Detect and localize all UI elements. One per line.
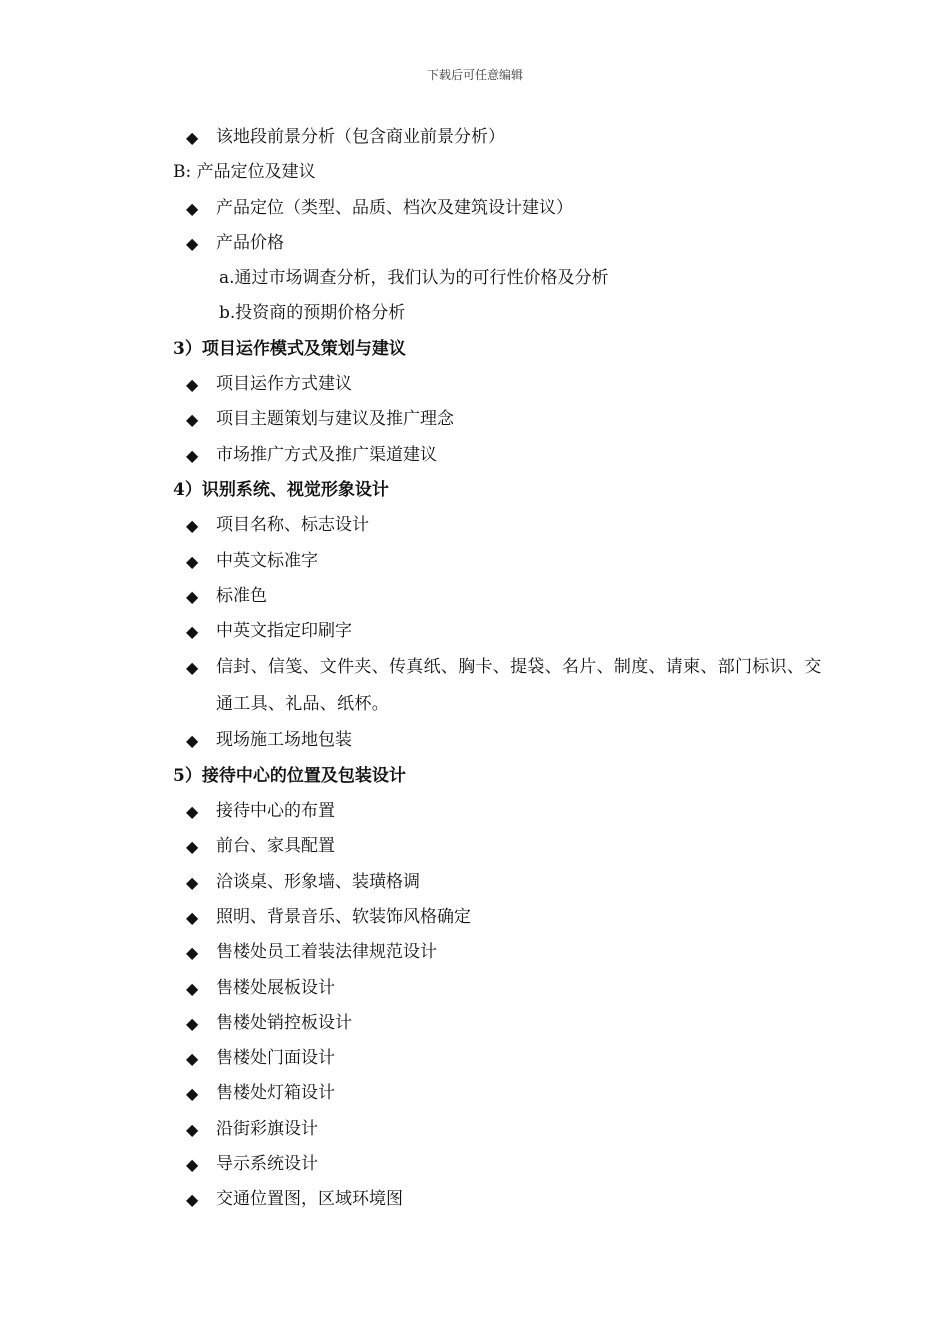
list-item-text: 该地段前景分析（包含商业前景分析） (216, 127, 505, 147)
section-heading: 4）识别系统、视觉形象设计 (173, 479, 389, 500)
list-item-text: 产品价格 (216, 232, 284, 253)
diamond-bullet-icon: ◆ (186, 586, 199, 606)
list-item (173, 1041, 853, 1076)
list-item-text: 交通位置图，区域环境图 (216, 1189, 403, 1210)
list-item-text: 中英文指定印刷字 (216, 621, 352, 642)
list-item (173, 508, 853, 543)
diamond-bullet-icon: ◆ (186, 658, 199, 678)
list-item-text: 市场推广方式及推广渠道建议 (216, 444, 437, 465)
list-item (173, 579, 853, 614)
section-heading: 5）接待中心的位置及包装设计 (173, 765, 406, 786)
list-item-text: 售楼处展板设计 (216, 977, 335, 998)
list-item-text: 接待中心的布置 (216, 801, 335, 822)
list-item-text: 项目主题策划与建议及推广理念 (216, 409, 454, 430)
diamond-bullet-icon: ◆ (186, 837, 199, 857)
list-item (173, 1182, 853, 1217)
list-item (173, 226, 853, 261)
diamond-bullet-icon: ◆ (186, 1049, 199, 1069)
diamond-bullet-icon: ◆ (186, 233, 199, 253)
list-item (173, 900, 853, 935)
list-item (173, 191, 853, 226)
list-item (173, 402, 853, 437)
list-item (173, 971, 853, 1006)
diamond-bullet-icon: ◆ (186, 731, 199, 751)
list-item (173, 1147, 853, 1182)
list-item-text: 前台、家具配置 (216, 836, 335, 857)
list-item (173, 794, 853, 829)
diamond-bullet-icon: ◆ (186, 622, 199, 642)
subsection-title: B: 产品定位及建议 (173, 162, 316, 183)
diamond-bullet-icon: ◆ (186, 907, 199, 927)
list-item-text: 售楼处销控板设计 (216, 1012, 352, 1033)
list-item-text: 沿街彩旗设计 (216, 1118, 318, 1139)
list-item-text: 信封、信笺、文件夹、传真纸、胸卡、提袋、名片、制度、请柬、部门标识、交通工具、礼品、纸杯。 (216, 657, 822, 715)
diamond-bullet-icon: ◆ (186, 1119, 199, 1139)
list-item-text: 项目运作方式建议 (216, 374, 352, 395)
diamond-bullet-icon: ◆ (186, 1190, 199, 1210)
sub-item: a.通过市场调查分析，我们认为的可行性价格及分析 (219, 268, 609, 289)
list-item-text: 洽谈桌、形象墙、装璜格调 (216, 871, 420, 892)
diamond-bullet-icon: ◆ (186, 445, 199, 465)
document-body (173, 120, 853, 1218)
list-item (173, 829, 853, 864)
list-item-text: 售楼处门面设计 (216, 1048, 335, 1069)
list-item (173, 544, 853, 579)
list-item (173, 614, 853, 649)
list-item-text: 售楼处员工着装法律规范设计 (216, 942, 437, 963)
list-item-text: 标准色 (216, 585, 267, 606)
list-item-text: 中英文标准字 (216, 550, 318, 571)
diamond-bullet-icon: ◆ (186, 872, 199, 892)
diamond-bullet-icon: ◆ (186, 410, 199, 430)
list-item-text: 现场施工场地包装 (216, 730, 352, 751)
list-item (173, 1076, 853, 1111)
diamond-bullet-icon: ◆ (186, 516, 199, 536)
header-note: 下载后可任意编辑 (426, 68, 523, 82)
list-item (173, 935, 853, 970)
section-heading: 3）项目运作模式及策划与建议 (173, 338, 406, 359)
diamond-bullet-icon: ◆ (186, 802, 199, 822)
list-item-text: 产品定位（类型、品质、档次及建筑设计建议） (216, 197, 573, 218)
diamond-bullet-icon: ◆ (186, 943, 199, 963)
diamond-bullet-icon: ◆ (186, 1084, 199, 1104)
sub-item: b.投资商的预期价格分析 (219, 303, 406, 324)
list-item (173, 1112, 853, 1147)
diamond-bullet-icon: ◆ (186, 1155, 199, 1175)
list-item (173, 367, 853, 402)
diamond-bullet-icon: ◆ (186, 551, 199, 571)
list-item (173, 1006, 853, 1041)
list-item-text: 项目名称、标志设计 (216, 515, 369, 536)
list-item-text: 售楼处灯箱设计 (216, 1083, 335, 1104)
list-item-text: 导示系统设计 (216, 1154, 318, 1175)
list-item (173, 865, 853, 900)
list-item (173, 120, 853, 155)
list-item-text: 照明、背景音乐、软装饰风格确定 (216, 906, 471, 927)
list-item (173, 649, 836, 723)
list-item (173, 723, 853, 758)
diamond-bullet-icon: ◆ (186, 198, 199, 218)
diamond-bullet-icon: ◆ (186, 1013, 199, 1033)
diamond-bullet-icon: ◆ (186, 978, 199, 998)
diamond-bullet-icon: ◆ (186, 375, 199, 395)
list-item (173, 438, 853, 473)
diamond-bullet-icon: ◆ (186, 128, 199, 147)
